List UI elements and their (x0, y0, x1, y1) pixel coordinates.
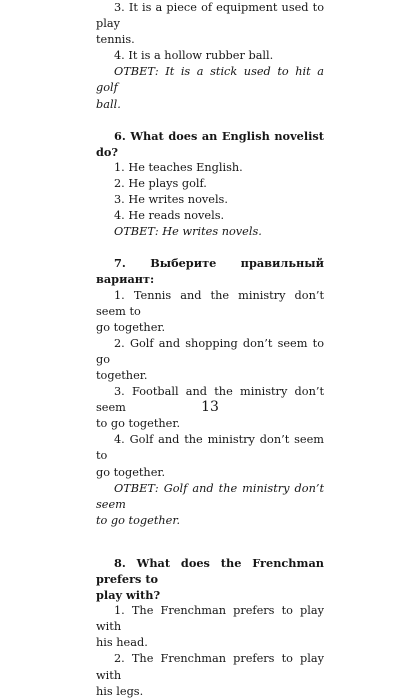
q7-answer-line1: ОТВЕТ: Golf and the ministry don’t seem (96, 481, 324, 511)
q5-option-3-line1: 3. It is a piece of equipment used to play (96, 1, 324, 31)
q8-title-line1: 8. What does the Frenchman prefers to (96, 555, 324, 586)
page-number: 13 (201, 399, 219, 415)
page-content (96, 0, 324, 700)
q7-option-2-line1: 2. Golf and shopping don’t seem to go (96, 336, 324, 366)
q8-option-1-line1: 1. The Frenchman prefers to play with (96, 604, 324, 634)
q8-option-1-line2: his head. (96, 636, 148, 650)
q7-option-3-line1: 3. Football and the ministry don’t seem (96, 385, 324, 415)
q5-answer-line1: ОТВЕТ: It is a stick used to hit a golf (96, 65, 324, 95)
q8-title-line2: play with? (96, 588, 161, 603)
q7-option-4-line1: 4. Golf and the ministry don’t seem to (96, 433, 324, 463)
q7-option-1-line2: go together. (96, 320, 166, 334)
q6-title: 6. What does an English novelist do? (96, 128, 324, 159)
q7-option-3-line2: to go together. (96, 417, 181, 431)
q7-title: 7. Выберите правильный вариант: (96, 256, 324, 287)
q5-option-3-line2: tennis. (96, 33, 135, 47)
q6-answer: ОТВЕТ: He writes novels. (114, 225, 262, 239)
q6-option-4: 4. He reads novels. (114, 209, 225, 223)
q8-option-2-line2: his legs. (96, 684, 144, 698)
q5-answer-line2: ball. (96, 97, 121, 111)
q6-option-1: 1. He teaches English. (114, 160, 243, 174)
q7-option-2-line2: together. (96, 368, 148, 382)
q6-option-2: 2. He plays golf. (114, 176, 207, 190)
q5-option-4: 4. It is a hollow rubber ball. (114, 49, 274, 63)
q7-option-4-line2: go together. (96, 465, 166, 479)
q8-option-2-line1: 2. The Frenchman prefers to play with (96, 652, 324, 682)
q6-option-3: 3. He writes novels. (114, 193, 228, 207)
q7-option-1-line1: 1. Tennis and the ministry don’t seem to (96, 288, 324, 318)
q7-answer-line2: to go together. (96, 513, 181, 527)
